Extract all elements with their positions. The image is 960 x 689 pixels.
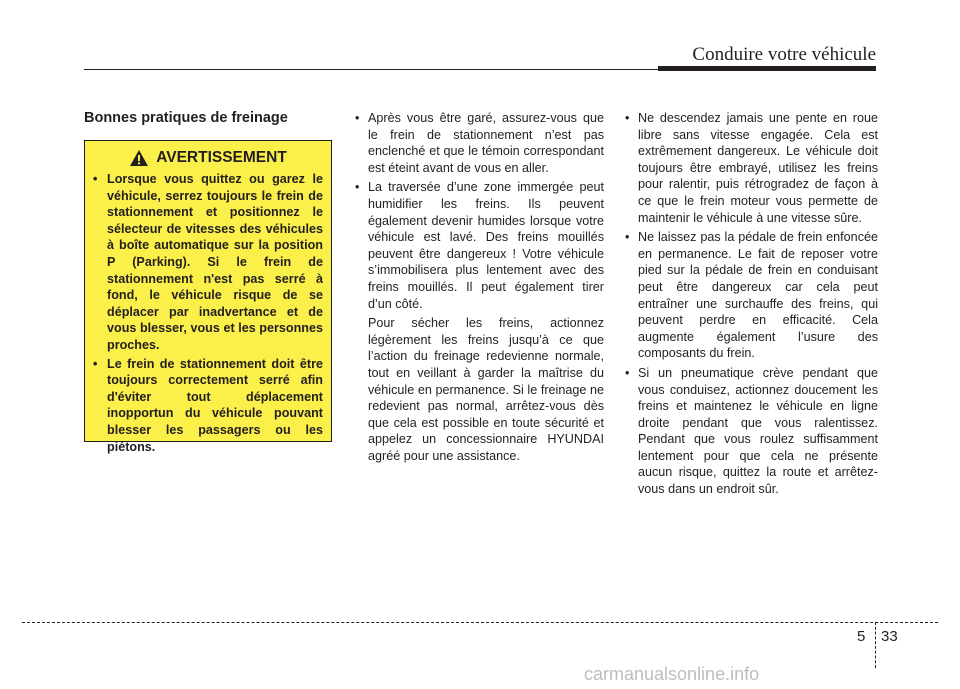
warning-title-text: AVERTISSEMENT: [156, 149, 287, 166]
list-item: • La traversée d’une zone immergée peut humidifier les freins. Ils peuvent également devenir humides lorsque votre véhicule est lavé. Des freins mouillés peuvent être dangereux ! Votre véhicule s’immobilisera plus lentement avec des freins mouillés. Il peut également tirer d’un côté.: [355, 179, 604, 312]
list-item: • Après vous être garé, assurez-vous que le frein de stationnement n’est pas enclenché et que le témoin correspondant est éteint avant de vous en aller.: [355, 110, 604, 176]
warning-triangle-icon: [129, 149, 149, 167]
bullet-list: [355, 110, 604, 312]
bullet-list: [625, 110, 878, 498]
header-title: Conduire votre véhicule: [692, 44, 876, 65]
warning-item: • Lorsque vous quittez ou garez le véhicule, serrez toujours le frein de stationnement et positionnez le sélecteur de vitesses des véhicules à boîte automatique sur la position P (Parking). Si le frein de stationnement n'est pas serré à fond, le véhicule risque de se déplacer par inadvertance et de vous blesser, vous et les personnes proches.: [93, 171, 323, 354]
warning-item: • Le frein de stationnement doit être toujours correctement serré afin d'éviter tout déplacement inopportun du véhicule pouvant blesser les passagers ou les piétons.: [93, 356, 323, 456]
warning-box: [84, 140, 332, 454]
chapter-number: 5: [857, 628, 866, 645]
warning-title: [93, 149, 323, 167]
list-item: • Ne descendez jamais une pente en roue libre sans vitesse engagée. Cela est extrêmement dangereux. Le véhicule doit toujours être embrayé, utilisez les freins pour ralentir, puis rétrogradez de façon à ce que le frein moteur vous permette de maintenir le véhicule à une vitesse sûre.: [625, 110, 878, 226]
section-heading: Bonnes pratiques de freinage: [84, 110, 288, 126]
watermark: carmanualsonline.info: [584, 664, 760, 684]
list-item: • Si un pneumatique crève pendant que vous conduisez, actionnez doucement les freins et maintenez le véhicule en ligne droite pendant que vous ralentissez. Pendant que vous roulez suffisamment lentement pour que cela ne présente aucun risque, quittez la route et arrêtez-vous dans un endroit sûr.: [625, 365, 878, 498]
column-3: [625, 110, 878, 501]
footer-rule: [22, 622, 938, 623]
drying-brakes-paragraph: Pour sécher les freins, actionnez légèrement les freins jusqu’à ce que l’action du freinage redevienne normale, tout en veillant à garder la maîtrise du véhicule en permanence. Si le freinage ne redevient pas normal, arrêtez-vous dès que cela est possible en toute sécurité et appelez un concessionnaire HYUNDAI agréé pour une assistance.: [368, 316, 604, 463]
warning-list: [93, 171, 323, 455]
column-2: [355, 110, 604, 464]
header-rule-accent: [658, 66, 876, 71]
list-item: • Ne laissez pas la pédale de frein enfoncée en permanence. Le fait de reposer votre pied sur la pédale de frein en conduisant peut être dangereux car cela peut entraîner une surchauffe des freins, qui peuvent perdre en efficacité. Cela augmente également l’usure des composants du frein.: [625, 229, 878, 362]
page-number: 33: [881, 628, 898, 645]
footer-divider: [875, 622, 876, 668]
